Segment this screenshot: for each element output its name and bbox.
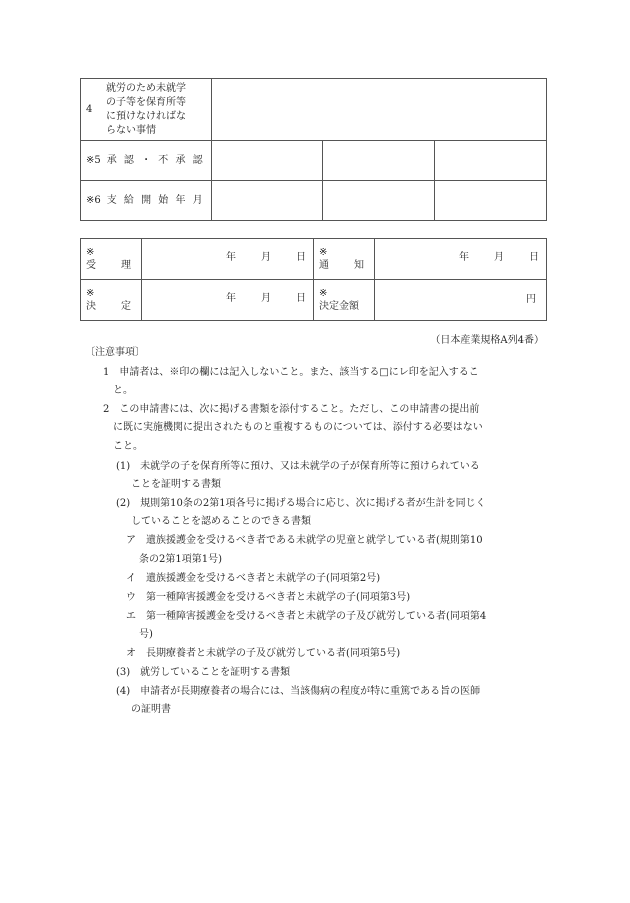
note-line: こと。 <box>113 441 143 452</box>
tsuchi-date-field[interactable] <box>375 239 547 280</box>
juri-date-field[interactable] <box>142 239 314 280</box>
note-line: 1 申請者は、※印の欄には記入しないこと。また、該当する□にレ印を記入するこ <box>103 367 479 378</box>
note-line: と。 <box>113 385 133 396</box>
kettei-kingaku-asterisk: ※ <box>319 288 328 299</box>
kettei-label: 決 定 <box>86 301 131 312</box>
row6-field-1[interactable] <box>212 181 323 221</box>
note-line: (1) 未就学の子を保育所等に預け、又は未就学の子が保育所等に預けられている <box>116 461 480 472</box>
note-line: 号) <box>139 629 153 640</box>
juri-asterisk: ※ <box>86 247 95 258</box>
note-line: イ 遺族援護金を受けるべき者と未就学の子(同項第2号) <box>126 573 381 584</box>
yen-label: 円 <box>526 294 536 305</box>
kettei-day-label: 日 <box>296 293 306 304</box>
row6-mark: ※6 <box>86 194 101 206</box>
kettei-date-field[interactable] <box>142 280 314 321</box>
paper-standard: （日本産業規格A列4番） <box>430 335 544 346</box>
tsuchi-asterisk: ※ <box>319 247 328 258</box>
juri-label-cell <box>81 239 142 280</box>
kettei-asterisk: ※ <box>86 288 95 299</box>
row4-reason-field[interactable] <box>212 79 547 141</box>
note-line: オ 長期療養者と未就学の子及び就労している者(同項第5号) <box>126 648 401 659</box>
note-line: (3) 就労していることを証明する書類 <box>116 667 291 678</box>
row4-label: 就労のため未就学 の子等を保育所等 に預けなければな らない事情 <box>106 82 186 136</box>
note-line: エ 第一種障害援護金を受けるべき者と未就学の子及び就労している者(同項第4 <box>126 611 487 622</box>
juri-day-label: 日 <box>296 252 306 263</box>
kettei-kingaku-label: 決定金額 <box>319 301 359 312</box>
note-line: ことを証明する書類 <box>131 479 221 490</box>
row5-field-1[interactable] <box>212 141 323 181</box>
kettei-year-label: 年 <box>226 293 236 304</box>
receipt-table <box>80 238 547 321</box>
juri-label: 受 理 <box>86 260 131 271</box>
tsuchi-month-label: 月 <box>494 252 504 263</box>
row6-label: 支 給 開 始 年 月 <box>106 194 205 206</box>
note-line: に既に実施機関に提出されたものと重複するものについては、添付する必要はない <box>113 422 483 433</box>
tsuchi-day-label: 日 <box>529 252 539 263</box>
row5-label-cell <box>81 141 212 181</box>
row4-number: 4 <box>86 103 93 115</box>
kettei-label-cell <box>81 280 142 321</box>
juri-month-label: 月 <box>261 252 271 263</box>
juri-year-label: 年 <box>226 252 236 263</box>
row5-label: 承 認 ・ 不 承 認 <box>106 154 205 166</box>
tsuchi-year-label: 年 <box>459 252 469 263</box>
notes-heading: 〔注意事項〕 <box>85 347 145 358</box>
note-line: ウ 第一種障害援護金を受けるべき者と未就学の子(同項第3号) <box>126 592 411 603</box>
row5-field-3[interactable] <box>435 141 547 181</box>
row5-mark: ※5 <box>86 154 101 166</box>
row6-label-cell <box>81 181 212 221</box>
note-line: の証明書 <box>131 704 171 715</box>
kettei-kingaku-label-cell <box>314 280 375 321</box>
row6-field-3[interactable] <box>435 181 547 221</box>
row5-field-2[interactable] <box>323 141 435 181</box>
note-line: 条の2第1項第1号) <box>139 554 222 565</box>
note-line: 2 この申請書には、次に掲げる書類を添付すること。ただし、この申請書の提出前 <box>103 404 480 415</box>
row4-label-cell <box>81 79 212 141</box>
note-line: ア 遺族援護金を受けるべき者である未就学の児童と就学している者(規則第10 <box>126 535 483 546</box>
note-line: (2) 規則第10条の2第1項各号に掲げる場合に応じ、次に掲げる者が生計を同じく <box>116 498 486 509</box>
note-line: していることを認めることのできる書類 <box>131 516 311 527</box>
tsuchi-label: 通 知 <box>319 260 364 271</box>
tsuchi-label-cell <box>314 239 375 280</box>
amount-field[interactable] <box>375 280 547 321</box>
kettei-month-label: 月 <box>261 293 271 304</box>
row6-field-2[interactable] <box>323 181 435 221</box>
note-line: (4) 申請者が長期療養者の場合には、当該傷病の程度が特に重篤である旨の医師 <box>116 686 481 697</box>
status-table <box>80 78 547 221</box>
